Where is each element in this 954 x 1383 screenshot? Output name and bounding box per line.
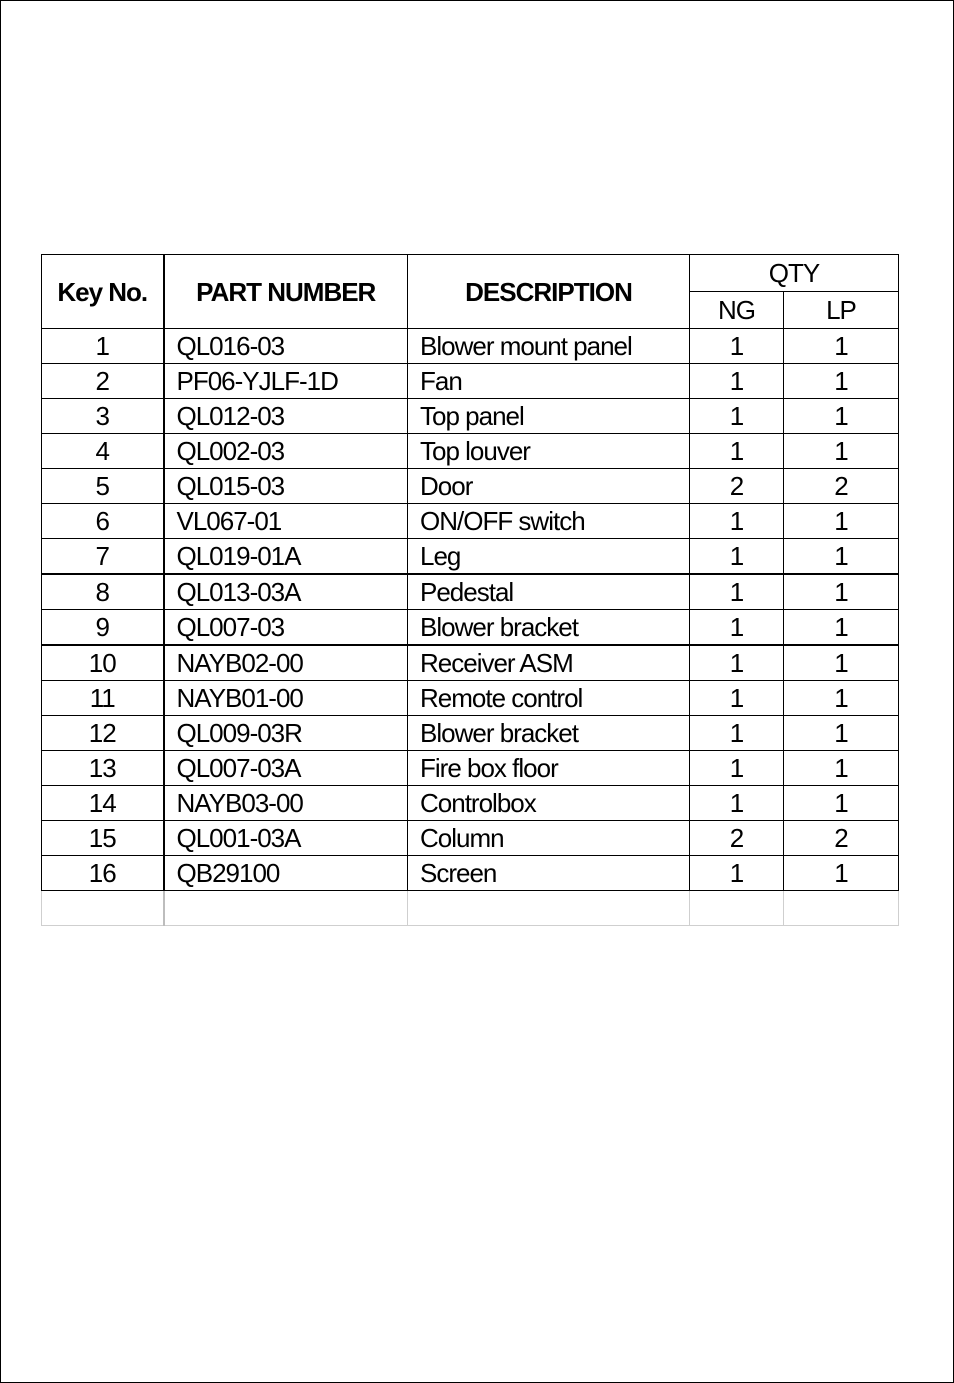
header-key-no: Key No. [42, 255, 164, 329]
cell-description: Remote control [408, 681, 690, 716]
cell-part-number: NAYB02-00 [164, 645, 408, 681]
cell-part-number: QL013-03A [164, 574, 408, 610]
table-row [42, 856, 899, 891]
cell-qty-lp: 1 [784, 574, 899, 610]
parts-table [41, 254, 899, 926]
cell-qty-ng: 1 [690, 681, 784, 716]
cell-key-no: 11 [42, 681, 164, 716]
header-ng: NG [690, 292, 784, 329]
cell-qty-ng: 1 [690, 856, 784, 891]
cell-part-number: QL016-03 [164, 329, 408, 364]
cell-key-no: 1 [42, 329, 164, 364]
table-row [42, 539, 899, 575]
table-row [42, 574, 899, 610]
cell-description: Blower bracket [408, 610, 690, 646]
cell-part-number: QL019-01A [164, 539, 408, 575]
cell-qty-lp: 1 [784, 751, 899, 786]
cell-qty-lp: 1 [784, 786, 899, 821]
cell-key-no-empty [42, 891, 164, 926]
cell-description: Controlbox [408, 786, 690, 821]
cell-qty-ng: 1 [690, 434, 784, 469]
cell-part-number: QL015-03 [164, 469, 408, 504]
cell-description-empty [408, 891, 690, 926]
cell-qty-ng: 1 [690, 329, 784, 364]
cell-description: Fan [408, 364, 690, 399]
cell-description: Screen [408, 856, 690, 891]
cell-part-number: QL007-03 [164, 610, 408, 646]
header-part-number: PART NUMBER [164, 255, 408, 329]
cell-description: Door [408, 469, 690, 504]
table-row [42, 786, 899, 821]
cell-qty-lp-empty [784, 891, 899, 926]
cell-key-no: 13 [42, 751, 164, 786]
cell-qty-lp: 1 [784, 645, 899, 681]
cell-qty-lp: 1 [784, 610, 899, 646]
cell-part-number: PF06-YJLF-1D [164, 364, 408, 399]
cell-key-no: 14 [42, 786, 164, 821]
table-row [42, 645, 899, 681]
cell-part-number: QL002-03 [164, 434, 408, 469]
cell-qty-ng: 1 [690, 645, 784, 681]
cell-qty-lp: 1 [784, 434, 899, 469]
cell-description: Blower bracket [408, 716, 690, 751]
parts-table-header [42, 255, 899, 329]
cell-qty-ng: 2 [690, 469, 784, 504]
cell-part-number: NAYB03-00 [164, 786, 408, 821]
cell-part-number: VL067-01 [164, 504, 408, 539]
cell-description: ON/OFF switch [408, 504, 690, 539]
cell-qty-lp: 1 [784, 364, 899, 399]
table-row [42, 681, 899, 716]
cell-qty-lp: 1 [784, 716, 899, 751]
cell-qty-lp: 1 [784, 504, 899, 539]
header-description: DESCRIPTION [408, 255, 690, 329]
cell-key-no: 3 [42, 399, 164, 434]
cell-qty-lp: 1 [784, 329, 899, 364]
cell-qty-lp: 1 [784, 856, 899, 891]
cell-description: Pedestal [408, 574, 690, 610]
cell-qty-ng: 1 [690, 539, 784, 575]
cell-key-no: 2 [42, 364, 164, 399]
cell-qty-lp: 1 [784, 681, 899, 716]
cell-description: Receiver ASM [408, 645, 690, 681]
cell-key-no: 10 [42, 645, 164, 681]
table-row [42, 821, 899, 856]
cell-key-no: 7 [42, 539, 164, 575]
table-row [42, 434, 899, 469]
table-row [42, 751, 899, 786]
cell-qty-ng: 1 [690, 504, 784, 539]
header-qty: QTY [690, 255, 899, 292]
cell-key-no: 5 [42, 469, 164, 504]
cell-qty-ng: 1 [690, 716, 784, 751]
cell-qty-ng: 2 [690, 821, 784, 856]
cell-key-no: 6 [42, 504, 164, 539]
cell-part-number: NAYB01-00 [164, 681, 408, 716]
cell-description: Top panel [408, 399, 690, 434]
cell-part-number: QB29100 [164, 856, 408, 891]
header-lp: LP [784, 292, 899, 329]
cell-qty-lp: 1 [784, 539, 899, 575]
cell-qty-ng: 1 [690, 399, 784, 434]
cell-key-no: 4 [42, 434, 164, 469]
cell-qty-ng: 1 [690, 574, 784, 610]
table-row [42, 716, 899, 751]
table-row [42, 399, 899, 434]
table-row [42, 610, 899, 646]
cell-qty-lp: 1 [784, 399, 899, 434]
table-row [42, 504, 899, 539]
cell-qty-ng-empty [690, 891, 784, 926]
cell-description: Column [408, 821, 690, 856]
cell-key-no: 16 [42, 856, 164, 891]
cell-qty-ng: 1 [690, 751, 784, 786]
cell-qty-lp: 2 [784, 821, 899, 856]
cell-qty-ng: 1 [690, 610, 784, 646]
cell-qty-lp: 2 [784, 469, 899, 504]
cell-part-number: QL007-03A [164, 751, 408, 786]
cell-key-no: 8 [42, 574, 164, 610]
cell-description: Fire box floor [408, 751, 690, 786]
table-row [42, 469, 899, 504]
parts-table-body [42, 329, 899, 926]
cell-key-no: 15 [42, 821, 164, 856]
cell-part-number-empty [164, 891, 408, 926]
cell-description: Leg [408, 539, 690, 575]
cell-qty-ng: 1 [690, 364, 784, 399]
table-row [42, 364, 899, 399]
cell-part-number: QL012-03 [164, 399, 408, 434]
cell-description: Blower mount panel [408, 329, 690, 364]
table-row [42, 329, 899, 364]
cell-key-no: 12 [42, 716, 164, 751]
cell-key-no: 9 [42, 610, 164, 646]
cell-part-number: QL009-03R [164, 716, 408, 751]
cell-qty-ng: 1 [690, 786, 784, 821]
empty-table-row [42, 891, 899, 926]
cell-part-number: QL001-03A [164, 821, 408, 856]
cell-description: Top louver [408, 434, 690, 469]
